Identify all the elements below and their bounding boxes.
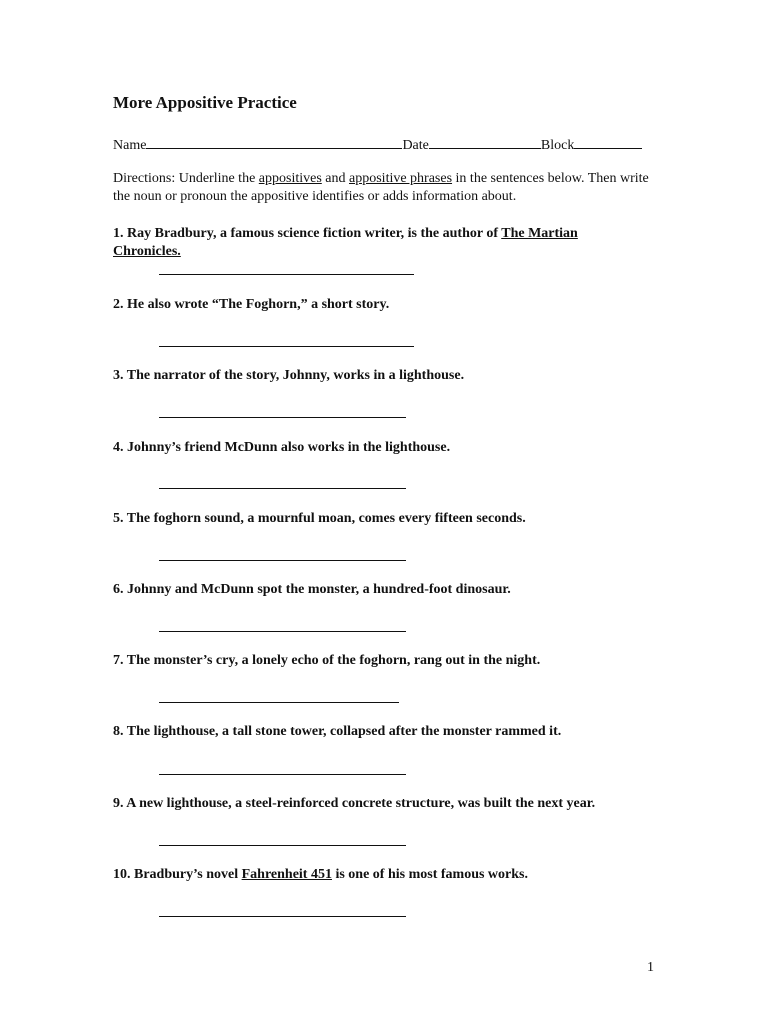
answer-line-6[interactable] xyxy=(159,631,406,632)
question-7 xyxy=(113,652,643,670)
question-text: 2. He also wrote “The Foghorn,” a short story. xyxy=(113,297,390,312)
question-text: 5. The foghorn sound, a mournful moan, comes every fifteen seconds. xyxy=(113,511,526,526)
directions-term-appositives: appositives xyxy=(258,171,322,186)
directions-term-appositive-phrases: appositive phrases xyxy=(349,171,453,186)
question-text: 8. The lighthouse, a tall stone tower, collapsed after the monster rammed it. xyxy=(113,724,562,739)
answer-line-2[interactable] xyxy=(159,346,414,347)
question-2 xyxy=(113,296,643,314)
question-text: 7. The monster’s cry, a lonely echo of the foghorn, rang out in the night. xyxy=(113,653,541,668)
question-1 xyxy=(113,225,643,261)
student-info-line xyxy=(113,135,642,154)
answer-line-9[interactable] xyxy=(159,845,406,846)
question-3 xyxy=(113,367,643,385)
answer-line-4[interactable] xyxy=(159,488,406,489)
question-9 xyxy=(113,795,643,813)
question-text: 4. Johnny’s friend McDunn also works in the lighthouse. xyxy=(113,440,451,455)
page-number: 1 xyxy=(647,960,654,975)
answer-line-1[interactable] xyxy=(159,274,414,275)
book-title: The Martian Chronicles. xyxy=(113,226,578,259)
question-text-suffix: is one of his most famous works. xyxy=(331,867,528,882)
answer-line-10[interactable] xyxy=(159,916,406,917)
name-label: Name xyxy=(113,138,147,153)
question-4 xyxy=(113,439,643,457)
directions-text-2: and xyxy=(321,171,350,186)
directions xyxy=(113,170,653,206)
page-title: More Appositive Practice xyxy=(113,93,297,112)
question-text: 1. Ray Bradbury, a famous science fiction writer, is the author of xyxy=(113,226,502,241)
question-text: 3. The narrator of the story, Johnny, works in a lighthouse. xyxy=(113,368,465,383)
answer-line-8[interactable] xyxy=(159,774,406,775)
date-label: Date xyxy=(402,138,429,153)
directions-text-3: in the sentences below. Then write the noun or pronoun the appositive identifies or adds information about. xyxy=(113,171,649,204)
directions-text-1: Directions: Underline the xyxy=(113,171,259,186)
block-label: Block xyxy=(540,138,575,153)
name-field[interactable] xyxy=(146,135,402,149)
book-title: Fahrenheit 451 xyxy=(241,867,332,882)
question-text: 6. Johnny and McDunn spot the monster, a hundred-foot dinosaur. xyxy=(113,582,511,597)
block-field[interactable] xyxy=(574,135,642,149)
date-field[interactable] xyxy=(429,135,541,149)
question-10 xyxy=(113,866,643,884)
question-text: 10. Bradbury’s novel xyxy=(113,867,242,882)
answer-line-3[interactable] xyxy=(159,417,406,418)
answer-line-5[interactable] xyxy=(159,560,406,561)
question-6 xyxy=(113,581,643,599)
question-text: 9. A new lighthouse, a steel-reinforced concrete structure, was built the next year. xyxy=(113,796,596,811)
question-8 xyxy=(113,723,643,741)
answer-line-7[interactable] xyxy=(159,702,399,703)
question-5 xyxy=(113,510,643,528)
